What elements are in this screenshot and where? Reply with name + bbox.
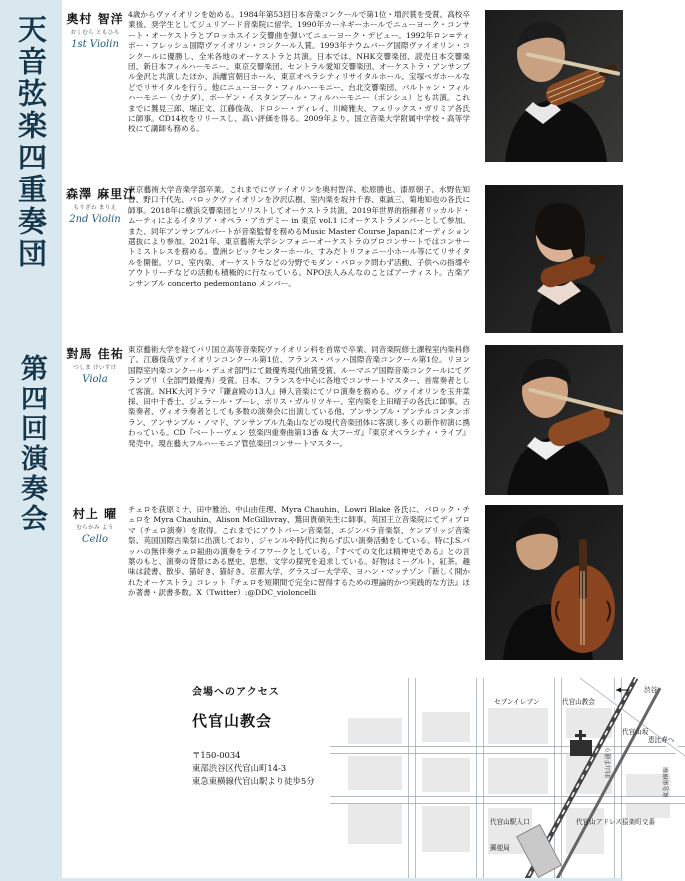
- venue-name: 代官山教会: [192, 712, 273, 730]
- access-heading: 会場へのアクセス: [192, 687, 280, 698]
- concert-title-main: 天音弦楽四重奏団: [14, 14, 48, 270]
- member-name: 村上 曜: [72, 507, 118, 521]
- map-label: 猿楽町交番: [622, 818, 655, 826]
- member-photo: [485, 505, 623, 660]
- member-bio: 東京藝術大学音楽学部卒業。これまでにヴァイオリンを奥村智洋、松原勝也、漆原朝子、水野佐知香、野口千代先、バロックヴァイオリンを汐沢広樹、室内楽を坂井千春、東誠三、菊地知也の各氏に師事。2018年に横浜交響楽団とソリストしてオーケストラ共演、2019年世界的指揮者リッカルド・ムーティによるイタリア・オペラ・アカデミー in 東京 vol.1 にオーケストラメンバーとして参加。また、同年アンサンブルバートが音楽監督を務めるMusic Master Course Japanにオーディション選抜により参加。2021年、東京藝術大学シンフォニーオーケストラのプロコンサートではコンサートミストレスを務める。豊洲シビックセンターホール、すみだトリフォニー小ホール等にてリサイタルを開催。ソロ、室内楽、オーケストラなどの分野でモダン・バロック問わず活動、子供への指導やアウトリーチなどの活動も積極的に行なっている。NPO法人みんなのことばアーティスト。古楽アンサンブル concerto pedemontano メンバー。: [128, 185, 470, 288]
- member-bio: 4歳からヴァイオリンを始める。1984年第53回日本音楽コンクールで第1位・増沢賞を受賞。高校卒業後、奨学生としてジュリアード音楽院に留学。1990年カーネギーホールでニューヨーク・コンサート・オーケストラとブロッホスイン交響曲を弾いてニューヨーク・デビュー。1992年ロン=ティボー・フレッシュ国際ヴァイオリン・コンクール入賞。1993年ナウムバーグ国際ヴァイオリン・コンクールに優勝し、全米各地のオーケストラと共演。日本では、NHK交響楽団、読売日本交響楽団、新日本フィルハーモニー、東京交響楽団、セントラル愛知交響楽団、オーケストラ・アンサンブル金沢と共演したほか、浜離宮朝日ホール、東京オペラシティリサイタルホール、宝塚ベガホールなどでリサイタルを行う。他にニューヨーク・フィルハーモニー、台北交響楽団、バルトゥン・フィルハーモニー（カナダ）、ボーゲン・イスタンブール・フィルハーモニー（ボンシュ）とも共演。これまでに鷲見三郎、堀正文、江藤俊哉、ドロシー・ディレイ、川崎雅夫、フェリックス・ガリミア各氏に師事。CD14枚をリリースし、高い評価を得る。2009年より、国立音楽大学附属中学校・高等学校にて講師も務める。: [128, 10, 470, 134]
- member-entry: [62, 505, 623, 670]
- member-name-block: [66, 345, 124, 385]
- member-name-kana: つしま けいすけ: [73, 365, 117, 371]
- member-entry: [62, 185, 623, 340]
- member-part: Cello: [82, 534, 108, 545]
- map-label: 代官山坂: [622, 728, 649, 736]
- member-part: Viola: [82, 374, 108, 385]
- member-entry: [62, 345, 623, 500]
- member-name-kana: もりざわ まりえ: [73, 205, 117, 211]
- member-photo: [485, 345, 623, 495]
- member-photo: [485, 10, 623, 162]
- map-label: 恵比寿へ: [648, 736, 675, 744]
- map-label: 代官山アドレス: [576, 818, 622, 826]
- vertical-title: [0, 0, 62, 881]
- map-label: 代官山教会: [562, 698, 595, 706]
- member-part: 2nd Violin: [69, 214, 121, 225]
- member-bio: チェロを荻原ミナ、田中雅治、中山由佳理、Myra Chauhin、Lowri Blake 各氏に、バロック・チェロを Myra Chauhin、Alison McGillivray、鷲田貴碩先生に師事。英国王立音楽院にてディプロマ（チェロ演奏）を取得。これまでにアウトバーン音楽祭、エジンバラ音楽祭、ケンブリッジ音楽祭、英国国際古楽祭に出演しており、ジャンルや時代に拘らず広い演奏活動をしている。特にJ.S.バッハの無伴奏チェロ組曲の演奏をライフワークとしている。『すべての文化は精神史である』との言葉のもと、演奏の背景にある歴史、思想、文学の探究を追求している。好物はミーグルト、紅茶。趣味は読書、散歩、猫好き、猫好き。京都大学、グラスゴー大学卒、ヨハン・マッテゾン『新しく開かれたオーケストラ』コレット『チェロを短期間で完全に習得するための理論的かつ実践的な方法』ほか著書・訳書多数。X（Twitter）:@DDC_violoncelli: [128, 505, 470, 598]
- venue-postal: 〒150-0034: [192, 750, 241, 760]
- member-name: 森澤 麻里江: [66, 187, 137, 201]
- map-label: 東急東横線: [663, 767, 670, 798]
- member-part: 1st Violin: [71, 39, 119, 50]
- member-name-kana: おくむら ともひろ: [70, 30, 120, 36]
- map-label: セブンイレブン: [494, 698, 540, 706]
- member-bio: 東京藝術大学を経てパリ国立高等音楽院ヴァイオリン科を首席で卒業、同音楽院修士課程室内楽科修了。江藤俊哉ヴァイオリンコンクール第1位、フランス・バッハ国際音楽コンクール第1位。リヨン国際室内楽コンクール・デュオ部門にて最優秀現代曲賞受賞、ルーマニア国際音楽コンクールにてグランプリ（全部門最優秀）受賞。日本、フランスを中心に各地でコンサートマスター、首席奏者として客演。NHK大河ドラマ『鎌倉殿の13人』挿入音楽にてソロ演奏を務める。ヴァイオリンを玉井菜採、田中千香士、ジェラール・プーレ、ボリス・ガルリツキー、室内楽を上田晴子の各氏に師事。古楽奏者、ヴィオラ奏者としても多数の演奏会に出演している他、アンサンブル・アンテルコンタンポラン、アンサンブル・ノマド、アンサンブル九条山などの現代音楽団体に客演し多くの新作初演に携わっている。CD『ベートーヴェン 弦楽四重奏曲第13番 & 大フーガ』『東京オペラシティ・ライブ』発売中。現在藝大フルハーモニア管弦楽団コンサートマスター。: [128, 345, 470, 448]
- venue-transit: 東急東横線代官山駅より徒歩5分: [192, 776, 315, 786]
- concert-title-sub: 第四回演奏会: [16, 354, 47, 534]
- vertical-title-band: [0, 0, 62, 881]
- member-photo: [485, 185, 623, 333]
- member-name: 對馬 佳祐: [66, 347, 124, 361]
- member-name-block: [66, 185, 137, 225]
- member-entry: [62, 10, 623, 180]
- access-section: [62, 678, 675, 881]
- map-label: 郵便局: [490, 844, 510, 852]
- member-name-block: [66, 505, 124, 545]
- venue-address: 東部渋谷区代官山町14-3: [192, 763, 287, 773]
- map-label: 渋谷: [644, 686, 658, 694]
- map-label: 代官山駅入口: [490, 818, 530, 826]
- member-name: 奥村 智洋: [66, 12, 124, 26]
- member-name-kana: むらかみ よう: [76, 525, 114, 531]
- member-name-block: [66, 10, 124, 50]
- map-label: 旧山手通り: [605, 747, 612, 778]
- access-map: [330, 678, 685, 881]
